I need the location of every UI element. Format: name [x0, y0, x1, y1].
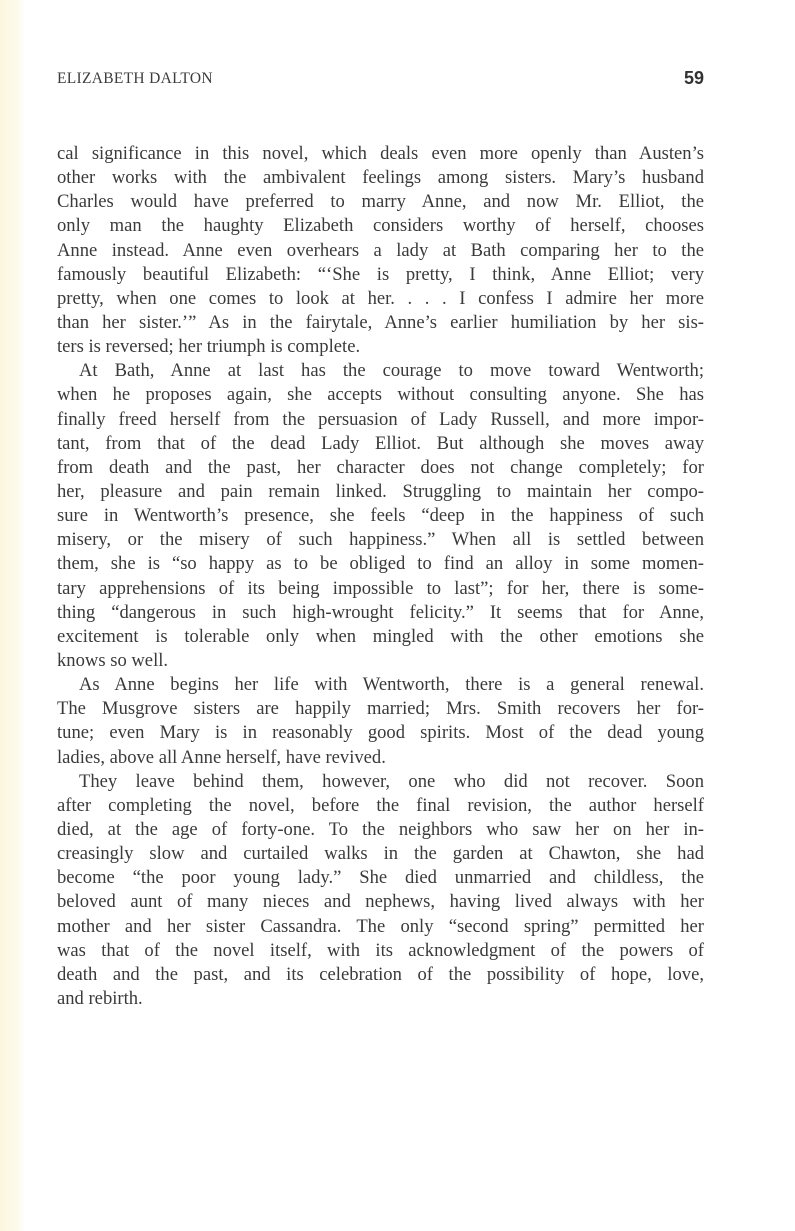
text-line: and rebirth.	[57, 987, 143, 1009]
text-line: tary apprehensions of its being impossible to last”; for her, there is some-	[57, 577, 704, 599]
text-line: pretty, when one comes to look at her. . . . I confess I admire her more	[57, 287, 704, 309]
text-line: ladies, above all Anne herself, have revived.	[57, 746, 386, 768]
paragraph	[57, 142, 704, 359]
text-line: tune; even Mary is in reasonably good spirits. Most of the dead young	[57, 722, 704, 744]
text-line: excitement is tolerable only when mingled with the other emotions she	[57, 625, 704, 647]
text-line: was that of the novel itself, with its acknowledgment of the powers of	[57, 939, 704, 961]
text-line: ters is reversed; her triumph is complete.	[57, 336, 361, 358]
text-line: famously beautiful Elizabeth: “‘She is pretty, I think, Anne Elliot; very	[57, 263, 704, 285]
text-line: tant, from that of the dead Lady Elliot. But although she moves away	[57, 432, 704, 454]
text-line: died, at the age of forty-one. To the neighbors who saw her on her in-	[57, 818, 704, 840]
text-line: misery, or the misery of such happiness.” When all is settled between	[57, 529, 704, 551]
paragraph	[57, 770, 704, 1011]
paragraph	[57, 359, 704, 673]
text-line: than her sister.’” As in the fairytale, Anne’s earlier humiliation by her sis-	[57, 311, 704, 333]
page-number: 59	[683, 68, 704, 88]
text-line: knows so well.	[57, 649, 169, 671]
text-line: Charles would have preferred to marry Anne, and now Mr. Elliot, the	[57, 191, 704, 213]
text-line: become “the poor young lady.” She died unmarried and childless, the	[57, 867, 704, 889]
text-line: beloved aunt of many nieces and nephews, having lived always with her	[57, 891, 704, 913]
text-line: death and the past, and its celebration of the possibility of hope, love,	[57, 963, 704, 985]
text-line: cal significance in this novel, which deals even more openly than Austen’s	[57, 143, 704, 164]
text-line: As Anne begins her life with Wentworth, there is a general renewal.	[79, 674, 704, 696]
page-edge-shading	[0, 0, 26, 1231]
text-line: only man the haughty Elizabeth considers worthy of herself, chooses	[57, 215, 704, 237]
text-line: Anne instead. Anne even overhears a lady at Bath comparing her to the	[57, 239, 704, 261]
text-line: other works with the ambivalent feelings among sisters. Mary’s husband	[57, 167, 704, 189]
text-line: creasingly slow and curtailed walks in the garden at Chawton, she had	[57, 843, 704, 865]
body-text	[57, 142, 704, 1011]
text-line: They leave behind them, however, one who did not recover. Soon	[79, 770, 704, 792]
text-line: At Bath, Anne at last has the courage to move toward Wentworth;	[79, 360, 704, 382]
text-line: The Musgrove sisters are happily married; Mrs. Smith recovers her for-	[57, 698, 704, 720]
text-line: them, she is “so happy as to be obliged to find an alloy in some momen-	[57, 553, 704, 575]
text-line: her, pleasure and pain remain linked. Struggling to maintain her compo-	[57, 480, 704, 502]
text-line: mother and her sister Cassandra. The only “second spring” permitted her	[57, 915, 704, 937]
running-head: ELIZABETH DALTON	[57, 70, 213, 87]
text-line: from death and the past, her character does not change completely; for	[57, 456, 704, 478]
text-line: when he proposes again, she accepts without consulting anyone. She has	[57, 384, 704, 406]
text-line: sure in Wentworth’s presence, she feels “deep in the happiness of such	[57, 505, 704, 527]
text-line: after completing the novel, before the final revision, the author herself	[57, 794, 704, 816]
text-line: thing “dangerous in such high-wrought felicity.” It seems that for Anne,	[57, 601, 704, 623]
page-header	[57, 68, 704, 92]
text-line: finally freed herself from the persuasion of Lady Russell, and more impor-	[57, 408, 704, 430]
paragraph	[57, 673, 704, 770]
